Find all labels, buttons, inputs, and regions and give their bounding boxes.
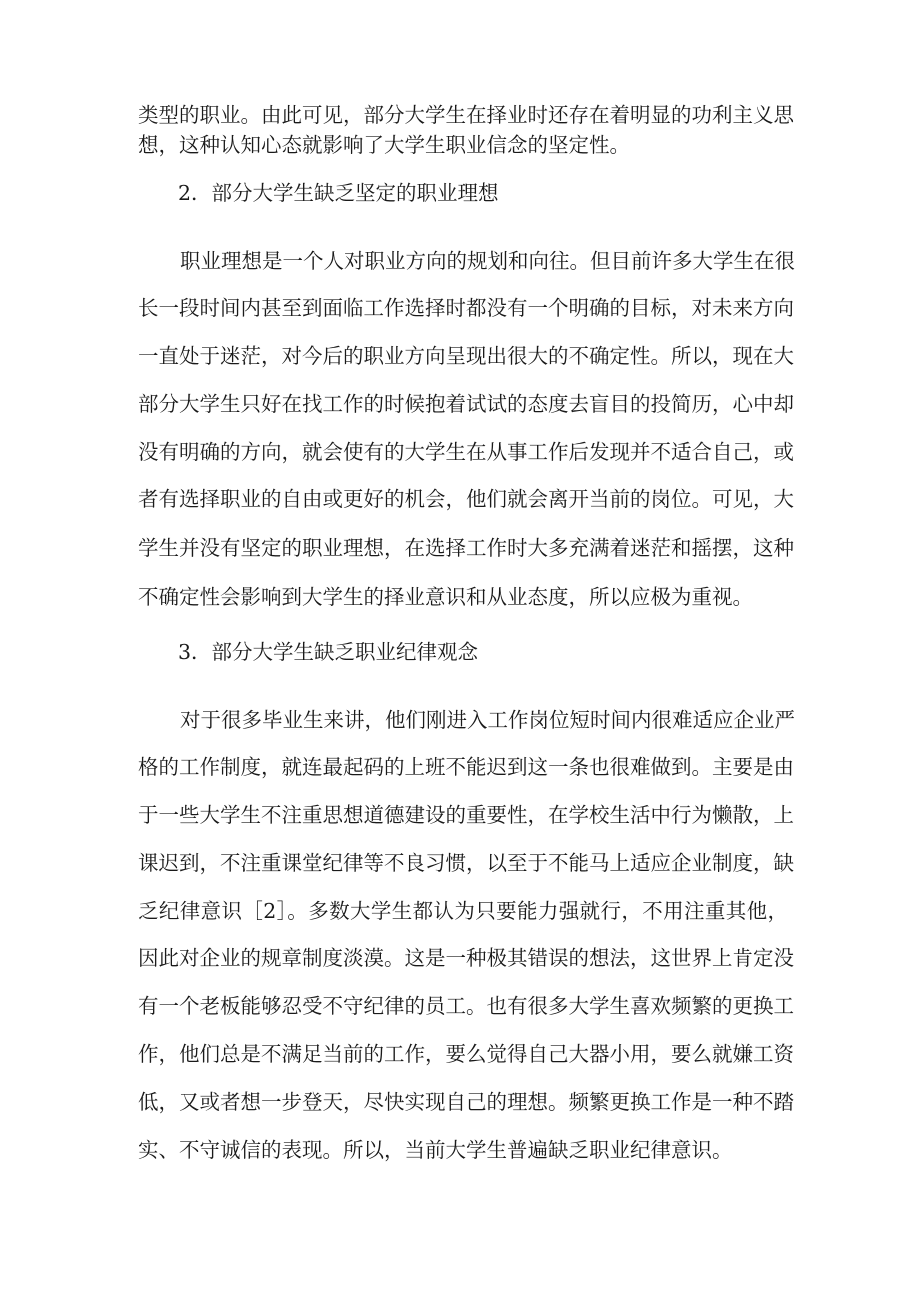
paragraph-2-line-3: 一直处于迷茫，对今后的职业方向呈现出很大的不确定性。所以，现在大 (138, 344, 794, 368)
paragraph-3-line-5: 乏纪律意识［2］。多数大学生都认为只要能力强就行，不用注重其他， (138, 899, 788, 923)
paragraph-2-line-1: 职业理想是一个人对职业方向的规划和向往。但目前许多大学生在很 (180, 249, 795, 273)
paragraph-2-line-5: 没有明确的方向，就会使有的大学生在从事工作后发现并不适合自己，或 (138, 440, 794, 464)
paragraph-3-line-2: 格的工作制度，就连最起码的上班不能迟到这一条也很难做到。主要是由 (138, 755, 794, 779)
paragraph-2-line-4: 部分大学生只好在找工作的时候抱着试试的态度去盲目的投简历，心中却 (138, 392, 794, 416)
paragraph-3-line-9: 低，又或者想一步登天，尽快实现自己的理想。频繁更换工作是一种不踏 (138, 1090, 794, 1114)
paragraph-3-line-7: 有一个老板能够忍受不守纪律的员工。也有很多大学生喜欢频繁的更换工 (138, 994, 794, 1018)
paragraph-2-line-2: 长一段时间内甚至到面临工作选择时都没有一个明确的目标，对未来方向 (138, 296, 794, 320)
paragraph-2-line-6: 者有选择职业的自由或更好的机会，他们就会离开当前的岗位。可见，大 (138, 487, 794, 511)
section-heading-2: 2．部分大学生缺乏坚定的职业理想 (178, 181, 499, 205)
paragraph-2-line-7: 学生并没有坚定的职业理想，在选择工作时大多充满着迷茫和摇摆，这种 (138, 536, 794, 560)
paragraph-3-line-6: 因此对企业的规章制度淡漠。这是一种极其错误的想法，这世界上肯定没 (138, 946, 794, 970)
section-heading-3: 3．部分大学生缺乏职业纪律观念 (178, 640, 479, 664)
paragraph-3-line-3: 于一些大学生不注重思想道德建设的重要性，在学校生活中行为懒散，上 (138, 803, 794, 827)
paragraph-1-line-1: 类型的职业。由此可见，部分大学生在择业时还存在着明显的功利主义思 (138, 103, 794, 127)
paragraph-3-line-4: 课迟到，不注重课堂纪律等不良习惯，以至于不能马上适应企业制度，缺 (138, 851, 794, 875)
paragraph-3-line-10: 实、不守诚信的表现。所以，当前大学生普遍缺乏职业纪律意识。 (138, 1138, 733, 1162)
paragraph-2-line-8: 不确定性会影响到大学生的择业意识和从业态度，所以应极为重视。 (138, 585, 753, 609)
paragraph-1-line-2: 想，这种认知心态就影响了大学生职业信念的坚定性。 (138, 133, 630, 157)
paragraph-3-line-1: 对于很多毕业生来讲，他们刚进入工作岗位短时间内很难适应企业严 (180, 708, 795, 732)
paragraph-3-line-8: 作，他们总是不满足当前的工作，要么觉得自己大器小用，要么就嫌工资 (138, 1042, 794, 1066)
